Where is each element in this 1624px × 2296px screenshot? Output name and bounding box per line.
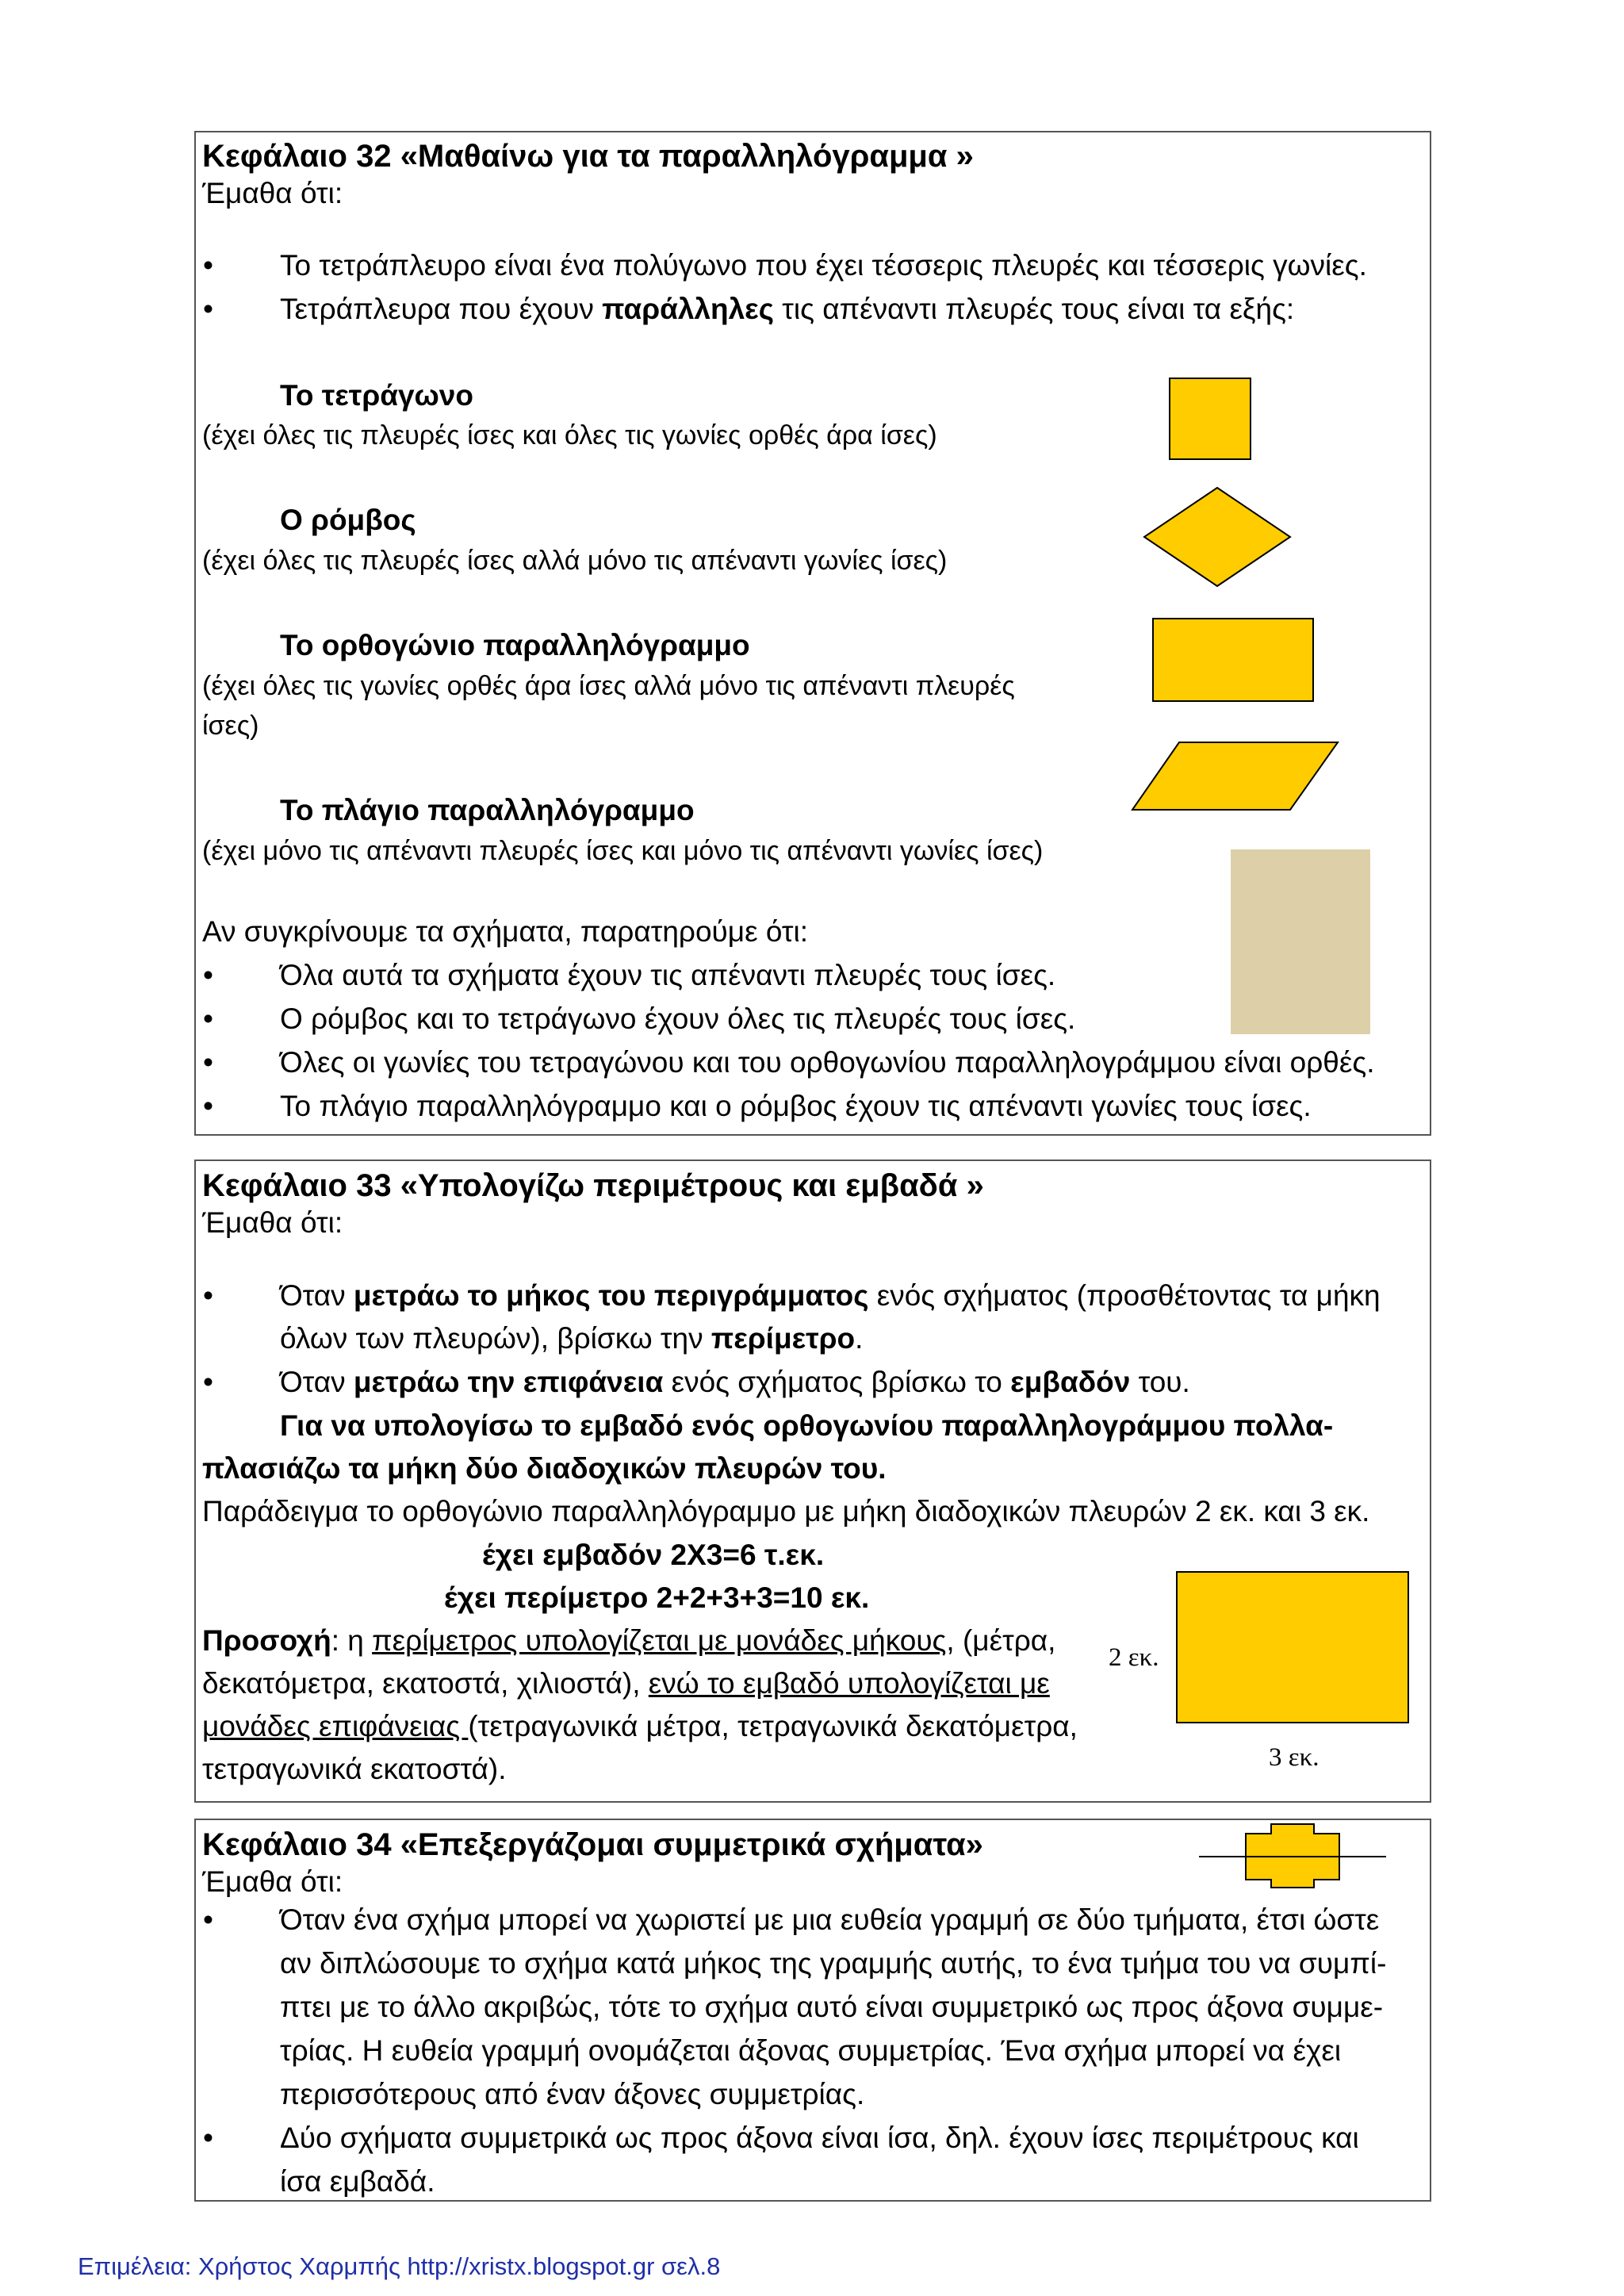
s34-bullet-2-line-1: Δύο σχήματα συμμετρικά ως προς άξονα είναι ίσα, δηλ. έχουν ίσες περιμέτρους και [280,2122,1359,2154]
s34-bullet-1-line-5: περισσότερους από έναν άξονες συμμετρίας. [280,2078,865,2110]
bullet: • [203,293,213,325]
compare-2: Ο ρόμβος και το τετράγωνο έχουν όλες τις πλευρές τους ίσες. [280,1002,1076,1035]
s33-bullet-1: Όταν μετράω το μήκος του περιγράμματος ενός σχήματος (προσθέτοντας τα μήκη [280,1279,1381,1312]
square-shape [1166,374,1253,462]
bullet: • [203,2122,213,2154]
rectangle-desc-2: ίσες) [202,711,259,741]
section-33-title: Κεφάλαιο 33 «Υπολογίζω περιμέτρους και εμβαδά » [202,1168,984,1203]
oblique-parallelogram-shape [1130,740,1340,813]
rectangle-shape [1150,615,1318,704]
rectangle-title: Το ορθογώνιο παραλληλόγραμμο [280,629,750,661]
bullet: • [203,1903,213,1936]
label-3cm: 3 εκ. [1269,1743,1320,1772]
bullet: • [203,1002,213,1035]
note-line-3: μονάδες επιφάνειας (τετραγωνικά μέτρα, τετραγωνικά δεκατόμετρα, [202,1710,1078,1742]
bullet: • [203,1090,213,1122]
compare-3: Όλες οι γωνίες του τετραγώνου και του ορθογωνίου παραλληλογράμμου είναι ορθές. [280,1046,1375,1079]
compare-1: Όλα αυτά τα σχήματα έχουν τις απέναντι πλευρές τους ίσες. [280,959,1056,991]
s34-bullet-1-line-3: πτει με το άλλο ακριβώς, τότε το σχήμα αυτό είναι συμμετρικό ως προς άξονα συμμε- [280,1991,1384,2023]
example-area: έχει εμβαδόν 2Χ3=6 τ.εκ. [482,1539,825,1571]
bullet: • [203,249,213,282]
rectangle-desc-1: (έχει όλες τις γωνίες ορθές άρα ίσες αλλά μόνο τις απέναντι πλευρές [202,671,1015,701]
s34-bullet-1-line-4: τρίας. Η ευθεία γραμμή ονομάζεται άξονας συμμετρίας. Ένα σχήμα μπορεί να έχει [280,2034,1342,2067]
section-34-learned: Έμαθα ότι: [202,1865,343,1898]
compare-4: Το πλάγιο παραλληλόγραμμο και ο ρόμβος έχουν τις απέναντι γωνίες τους ίσες. [280,1090,1312,1122]
page-footer: Επιμέλεια: Χρήστος Χαρμπής http://xristx.blogspot.gr σελ.8 [78,2252,721,2280]
example-rectangle-shape [1174,1569,1411,1726]
section-32-learned: Έμαθα ότι: [202,177,343,209]
s34-bullet-1-line-1: Όταν ένα σχήμα μπορεί να χωριστεί με μια ευθεία γραμμή σε δύο τμήματα, έτσι ώστε [280,1903,1380,1936]
square-desc: (έχει όλες τις πλευρές ίσες και όλες τις γωνίες ορθές άρα ίσες) [202,420,937,450]
square-title: Το τετράγωνο [280,379,473,412]
label-2cm: 2 εκ. [1109,1643,1159,1672]
bullet: • [203,1366,213,1398]
note-line-4: τετραγωνικά εκατοστά). [202,1753,507,1785]
s33-bullet-2: Όταν μετράω την επιφάνεια ενός σχήματος βρίσκω το εμβαδόν του. [280,1366,1190,1398]
beige-rectangle [1231,849,1370,1034]
bullet: • [203,1279,213,1312]
example-text: Παράδειγμα το ορθογώνιο παραλληλόγραμμο με μήκη διαδοχικών πλευρών 2 εκ. και 3 εκ. [202,1495,1370,1527]
note-line-2: δεκατόμετρα, εκατοστά, χιλιοστά), ενώ το εμβαδό υπολογίζεται με [202,1667,1050,1700]
rhombus-title: Ο ρόμβος [280,504,416,536]
bullet: • [203,959,213,991]
note-line-1: Προσοχή: η περίμετρος υπολογίζεται με μονάδες μήκους, (μέτρα, [202,1624,1056,1657]
symmetric-shape-icon [1197,1823,1388,1889]
section-33-learned: Έμαθα ότι: [202,1206,343,1239]
section-34-title: Κεφάλαιο 34 «Επεξεργάζομαι συμμετρικά σχήματα» [202,1827,983,1862]
s34-bullet-2-line-2: ίσα εμβαδά. [280,2165,435,2198]
rhombus-desc: (έχει όλες τις πλευρές ίσες αλλά μόνο τις απέναντι γωνίες ίσες) [202,546,948,576]
compare-intro: Αν συγκρίνουμε τα σχήματα, παρατηρούμε ότι: [202,915,809,948]
s34-bullet-1-line-2: αν διπλώσουμε το σχήμα κατά μήκος της γραμμής αυτής, το ένα τμήμα του να συμπί- [280,1947,1387,1980]
s33-bullet-1-line-2: όλων των πλευρών), βρίσκω την περίμετρο. [280,1322,864,1355]
rhombus-shape [1142,485,1293,588]
s32-bullet-2: Τετράπλευρα που έχουν παράλληλες τις απέναντι πλευρές τους είναι τα εξής: [280,293,1295,325]
s32-bullet-1: Το τετράπλευρο είναι ένα πολύγωνο που έχει τέσσερις πλευρές και τέσσερις γωνίες. [280,249,1367,282]
area-rule-1: Για να υπολογίσω το εμβαδό ενός ορθογωνίου παραλληλογράμμου πολλα- [280,1409,1334,1442]
oblique-title: Το πλάγιο παραλληλόγραμμο [280,794,695,826]
bullet: • [203,1046,213,1079]
example-perimeter: έχει περίμετρο 2+2+3+3=10 εκ. [444,1581,870,1614]
area-rule-2: πλασιάζω τα μήκη δύο διαδοχικών πλευρών του. [202,1452,887,1485]
section-32-title: Κεφάλαιο 32 «Μαθαίνω για τα παραλληλόγραμμα » [202,139,974,174]
oblique-desc: (έχει μόνο τις απέναντι πλευρές ίσες και μόνο τις απέναντι γωνίες ίσες) [202,836,1044,866]
